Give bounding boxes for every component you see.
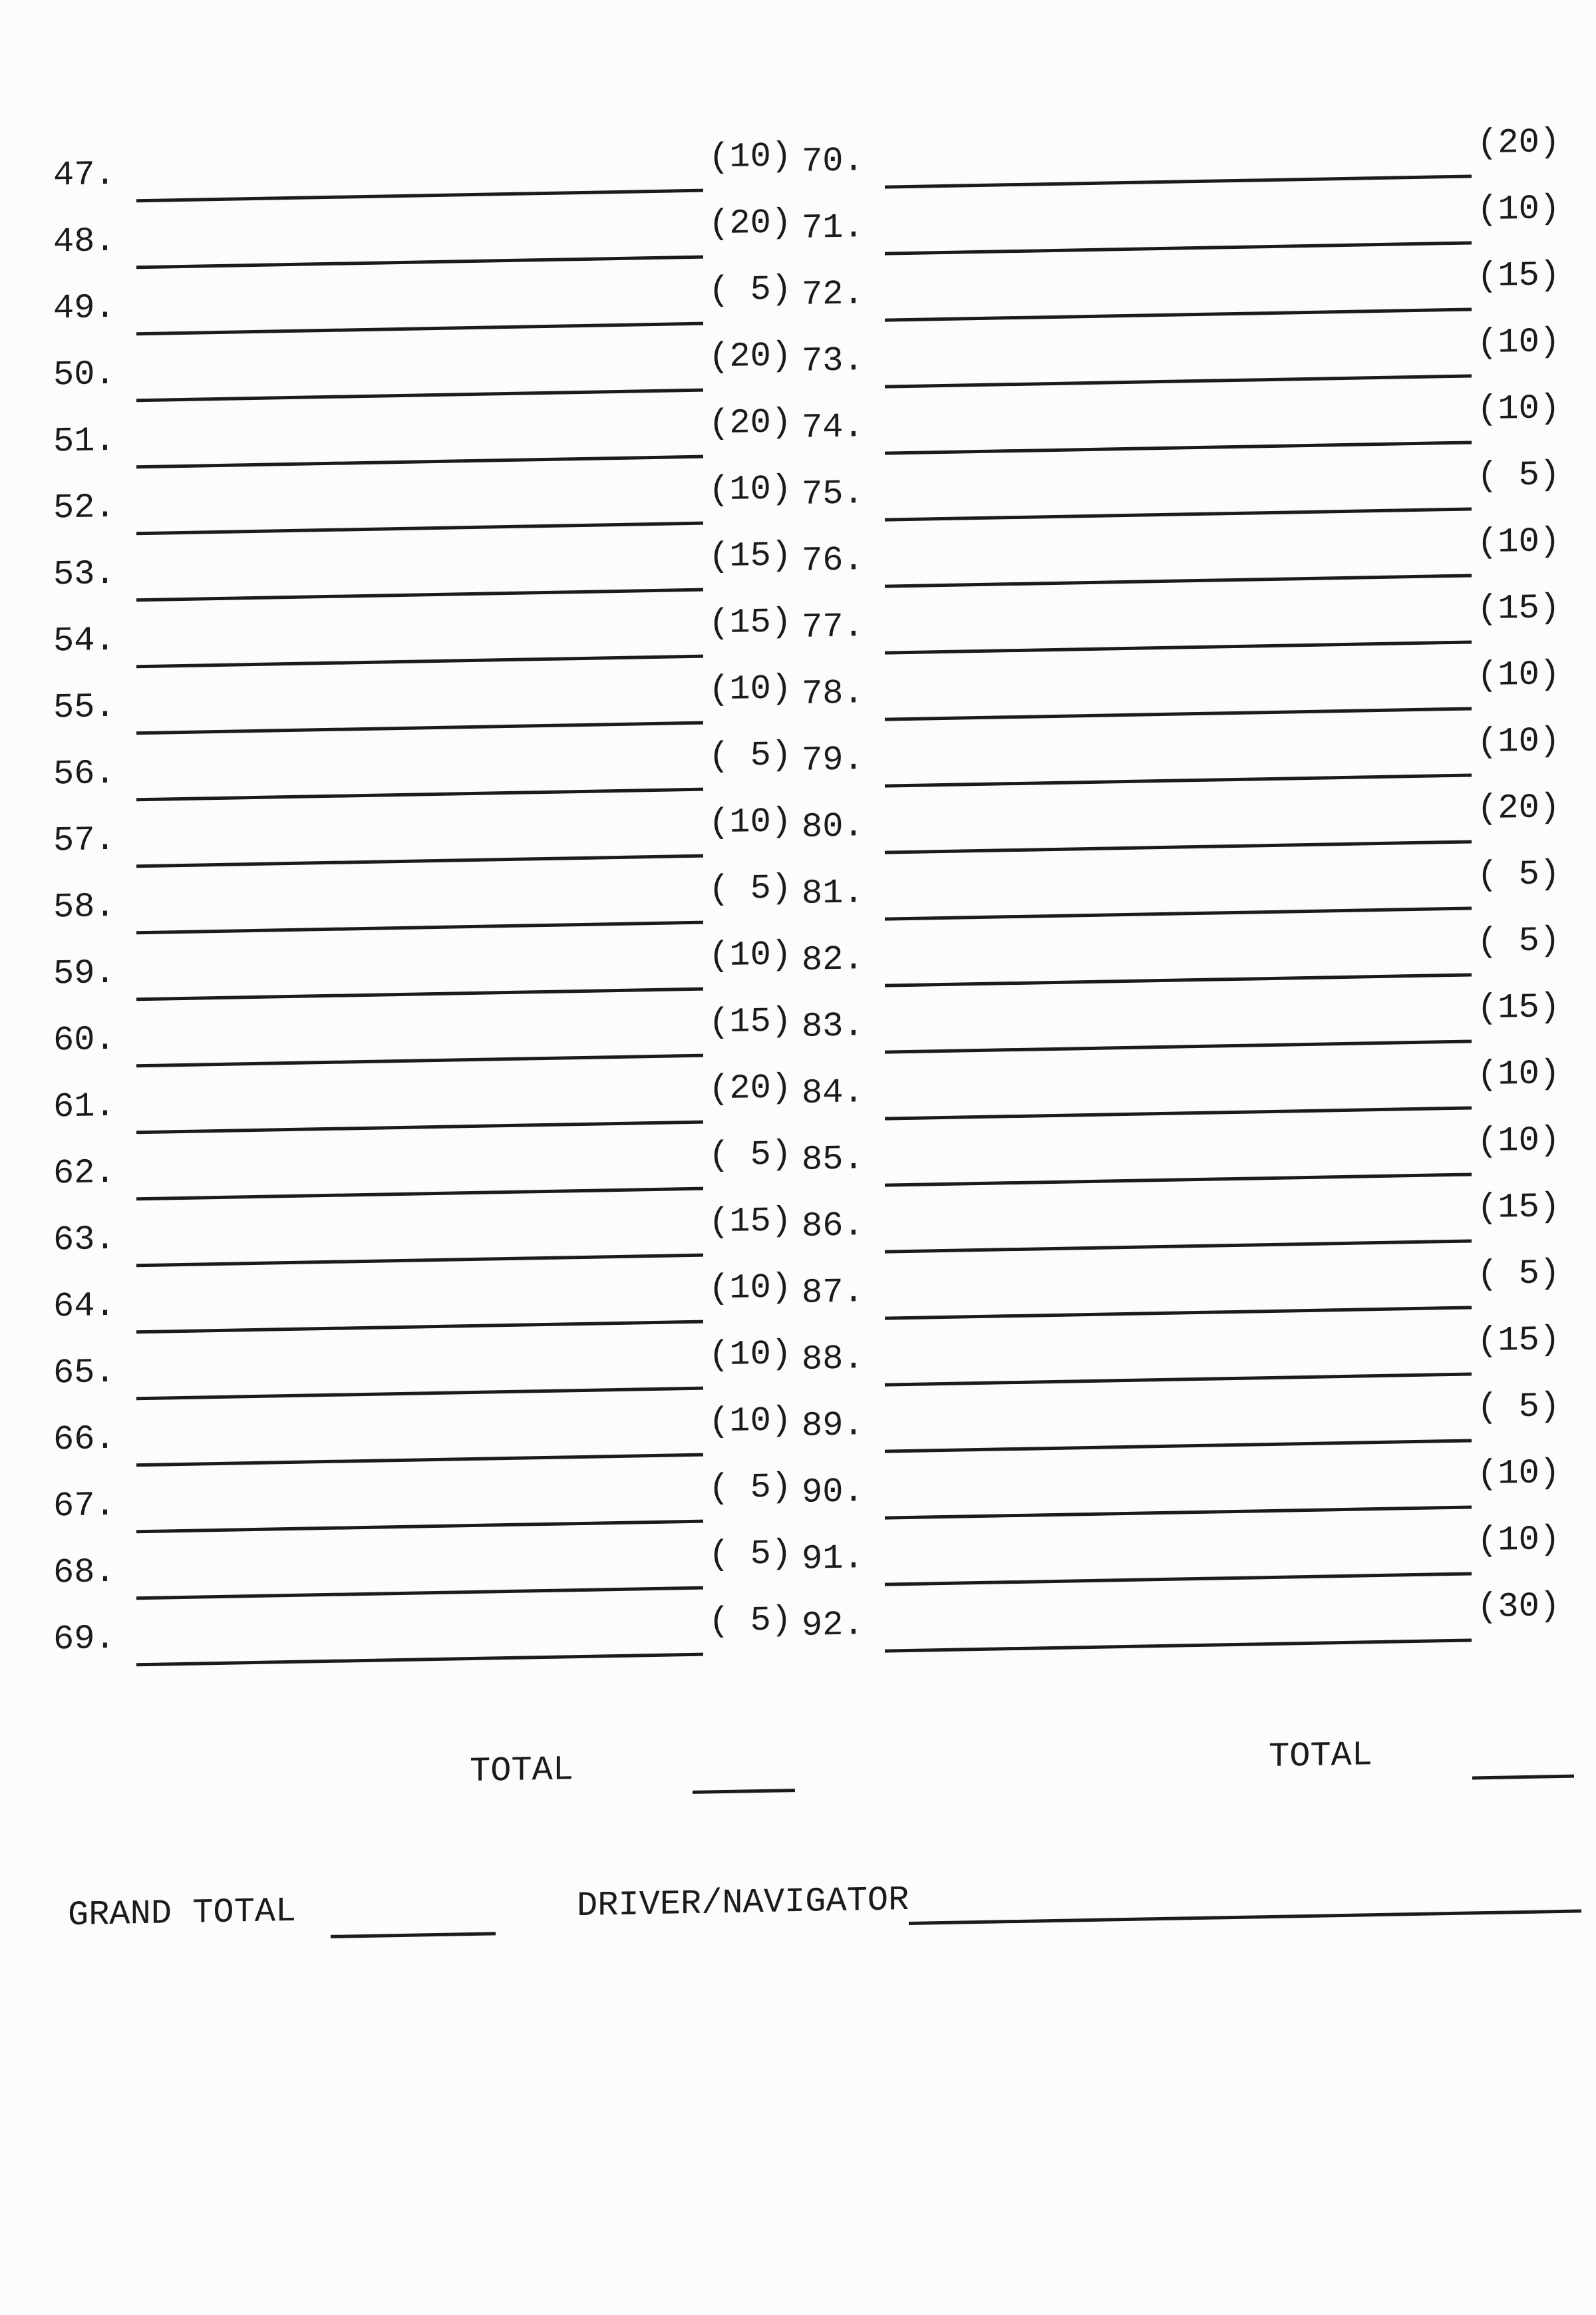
item-number: 90.: [802, 1472, 864, 1513]
totals-row: [53, 1714, 1596, 1809]
point-value: (10): [709, 935, 792, 976]
item-number: 89.: [802, 1405, 864, 1446]
item-number: 77.: [802, 607, 864, 647]
point-value: (15): [1477, 588, 1560, 629]
item-number: 86.: [802, 1206, 864, 1246]
total-label-left: TOTAL: [470, 1750, 574, 1792]
item-number: 57.: [53, 820, 116, 861]
item-number: 69.: [53, 1618, 116, 1660]
item-number: 88.: [802, 1339, 864, 1379]
item-number: 55.: [53, 687, 116, 728]
point-value: ( 5): [709, 1467, 792, 1509]
answer-blank[interactable]: [885, 1638, 1472, 1652]
score-cell-left: [53, 1589, 792, 1669]
item-number: 52.: [53, 487, 116, 528]
point-value: (15): [709, 1001, 792, 1043]
item-number: 92.: [802, 1605, 864, 1646]
item-number: 60.: [53, 1019, 116, 1061]
total-blank-left[interactable]: [693, 1789, 795, 1794]
point-value: (10): [709, 669, 792, 710]
item-number: 73.: [802, 341, 864, 381]
point-value: (10): [1477, 1121, 1560, 1162]
item-number: 63.: [53, 1219, 116, 1260]
point-value: (15): [1477, 987, 1560, 1029]
footer-row: [53, 1851, 1596, 1946]
total-label-right: TOTAL: [1269, 1735, 1373, 1777]
point-value: (10): [709, 136, 792, 178]
point-value: (15): [1477, 1187, 1560, 1228]
item-number: 81.: [802, 873, 864, 914]
item-number: 62.: [53, 1153, 116, 1194]
point-value: (15): [709, 536, 792, 577]
driver-navigator-blank[interactable]: [909, 1909, 1581, 1925]
item-number: 68.: [53, 1552, 116, 1593]
point-value: (10): [1477, 721, 1560, 763]
item-number: 67.: [53, 1485, 116, 1526]
point-value: (20): [1477, 788, 1560, 829]
item-number: 91.: [802, 1538, 864, 1579]
point-value: (10): [1477, 1054, 1560, 1095]
point-value: (10): [1477, 1520, 1560, 1561]
point-value: (10): [1477, 389, 1560, 430]
point-value: (10): [1477, 189, 1560, 230]
item-number: 47.: [53, 154, 116, 196]
item-number: 70.: [802, 141, 864, 182]
score-rows: [53, 110, 1596, 1670]
item-number: 61.: [53, 1086, 116, 1127]
point-value: (10): [1477, 1453, 1560, 1495]
item-number: 80.: [802, 806, 864, 847]
item-number: 54.: [53, 620, 116, 661]
item-number: 83.: [802, 1006, 864, 1047]
answer-blank[interactable]: [136, 1653, 703, 1667]
point-value: (10): [1477, 522, 1560, 563]
item-number: 79.: [802, 740, 864, 781]
item-number: 74.: [802, 407, 864, 448]
item-number: 66.: [53, 1419, 116, 1460]
point-value: (20): [709, 403, 792, 444]
item-number: 87.: [802, 1272, 864, 1313]
point-value: (15): [1477, 256, 1560, 297]
point-value: (20): [709, 203, 792, 244]
item-number: 82.: [802, 940, 864, 980]
item-number: 51.: [53, 421, 116, 462]
point-value: (20): [709, 336, 792, 377]
point-value: ( 5): [709, 1600, 792, 1642]
grand-total-blank[interactable]: [331, 1932, 496, 1938]
point-value: (10): [1477, 655, 1560, 696]
point-value: ( 5): [709, 1534, 792, 1575]
item-number: 56.: [53, 753, 116, 795]
score-cell-right: [802, 1575, 1560, 1656]
point-value: ( 5): [709, 735, 792, 777]
point-value: (10): [709, 1268, 792, 1309]
point-value: ( 5): [1477, 455, 1560, 496]
point-value: ( 5): [1477, 921, 1560, 962]
total-blank-right[interactable]: [1472, 1775, 1574, 1780]
item-number: 76.: [802, 540, 864, 581]
item-number: 65.: [53, 1352, 116, 1393]
point-value: (10): [709, 1334, 792, 1375]
point-value: (15): [709, 1201, 792, 1242]
point-value: (30): [1477, 1586, 1560, 1628]
point-value: ( 5): [709, 1135, 792, 1176]
point-value: (20): [709, 1068, 792, 1109]
item-number: 85.: [802, 1139, 864, 1180]
point-value: (10): [1477, 322, 1560, 363]
item-number: 48.: [53, 221, 116, 262]
item-number: 84.: [802, 1073, 864, 1113]
point-value: (10): [709, 1401, 792, 1442]
item-number: 78.: [802, 673, 864, 714]
point-value: (15): [1477, 1320, 1560, 1361]
item-number: 71.: [802, 208, 864, 248]
point-value: ( 5): [709, 269, 792, 311]
item-number: 53.: [53, 554, 116, 595]
item-number: 49.: [53, 287, 116, 329]
item-number: 64.: [53, 1286, 116, 1327]
point-value: (15): [709, 602, 792, 643]
point-value: (10): [709, 469, 792, 510]
point-value: ( 5): [1477, 1254, 1560, 1295]
grand-total-label: GRAND TOTAL: [68, 1891, 297, 1936]
driver-navigator-label: DRIVER/NAVIGATOR: [577, 1880, 909, 1926]
item-number: 50.: [53, 354, 116, 395]
item-number: 72.: [802, 274, 864, 315]
point-value: ( 5): [709, 868, 792, 910]
point-value: (10): [709, 802, 792, 843]
item-number: 59.: [53, 953, 116, 994]
item-number: 75.: [802, 474, 864, 514]
point-value: (20): [1477, 122, 1560, 164]
point-value: ( 5): [1477, 1387, 1560, 1428]
point-value: ( 5): [1477, 854, 1560, 896]
item-number: 58.: [53, 886, 116, 928]
